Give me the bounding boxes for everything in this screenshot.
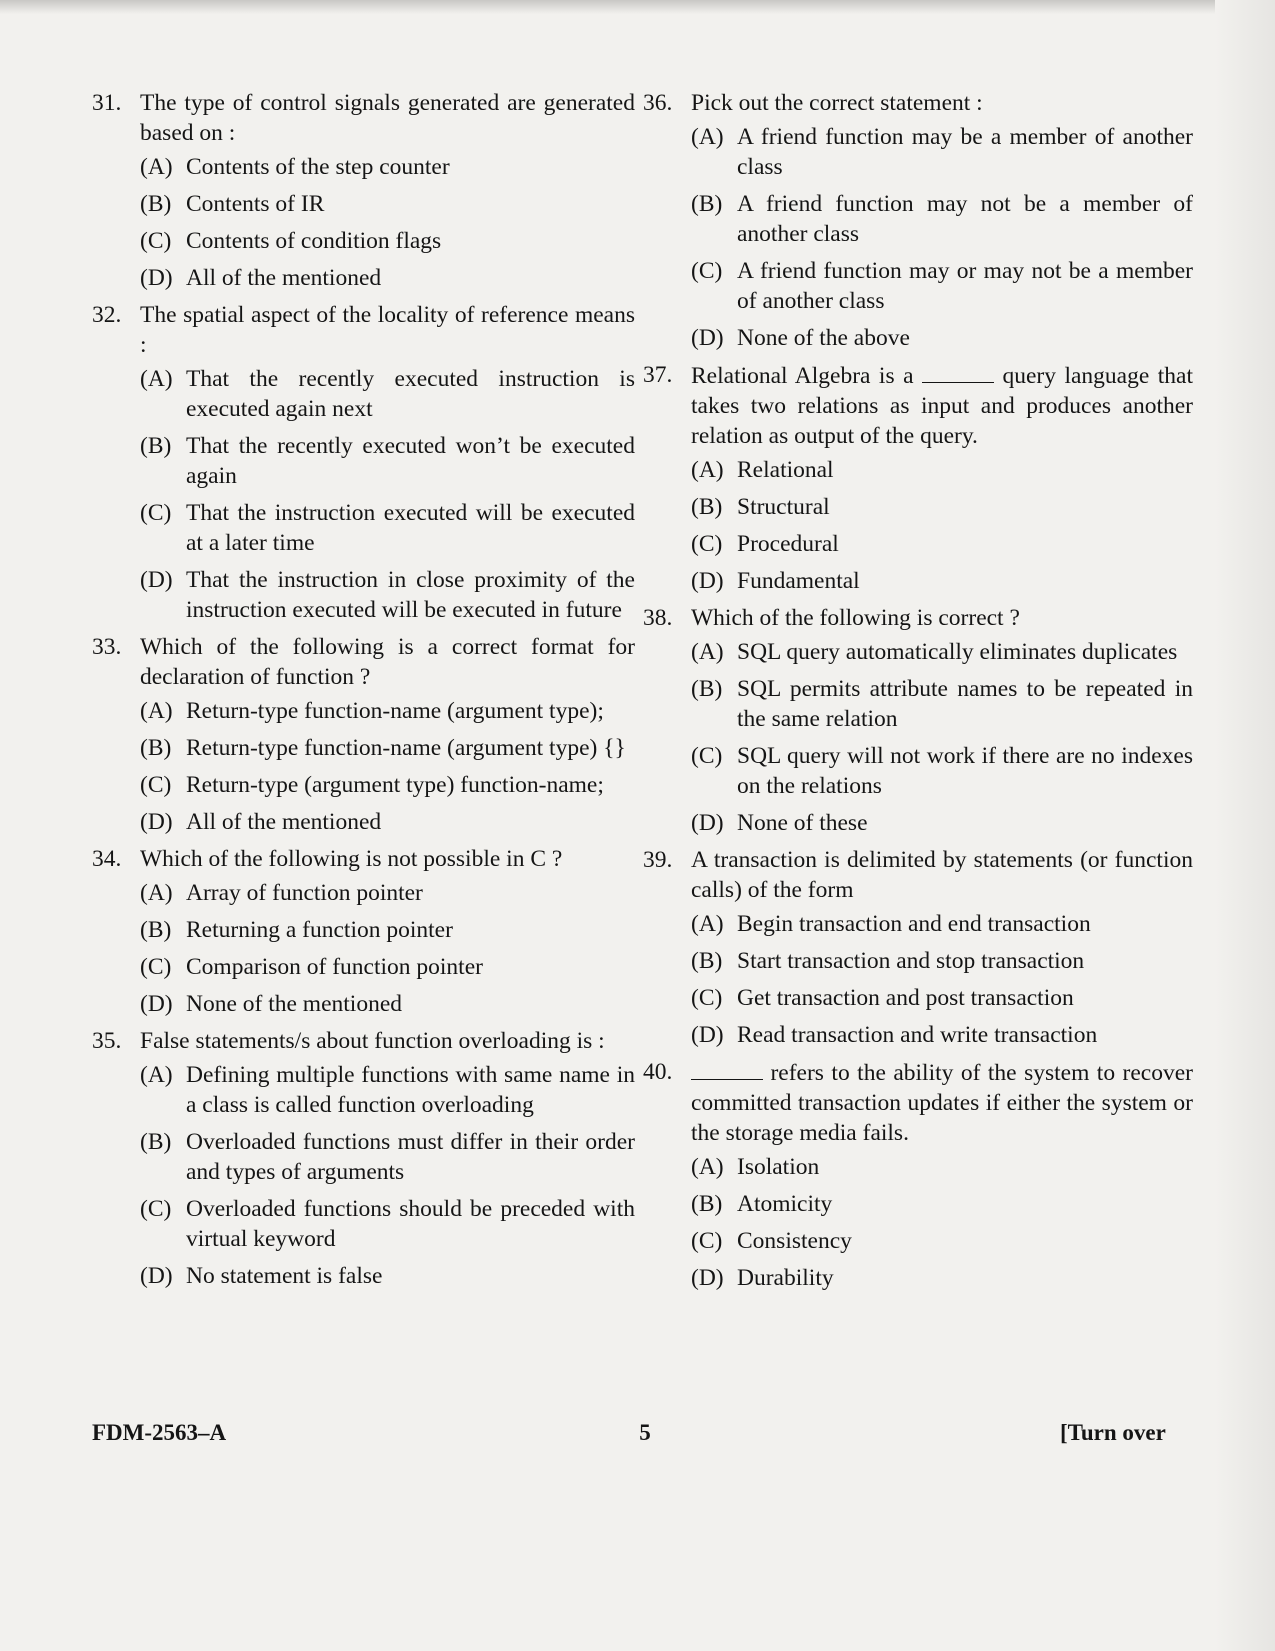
question-number: 32. bbox=[92, 302, 122, 328]
answer-option bbox=[691, 256, 1193, 316]
question-text: A transaction is delimited by statements (or function calls) of the form bbox=[691, 847, 1193, 903]
question-stem-row bbox=[643, 1057, 1193, 1148]
options-list bbox=[140, 1060, 635, 1291]
option-text: All of the mentioned bbox=[186, 265, 382, 291]
option-text: Structural bbox=[737, 494, 830, 520]
option-text: Comparison of function pointer bbox=[186, 954, 483, 980]
option-text: Fundamental bbox=[737, 568, 860, 594]
question-number: 37. bbox=[643, 362, 673, 388]
question-number: 33. bbox=[92, 634, 122, 660]
question-number: 40. bbox=[643, 1059, 673, 1085]
option-text: Defining multiple functions with same name in a class is called function overloading bbox=[186, 1062, 635, 1118]
question-text bbox=[691, 360, 1193, 451]
options-list bbox=[691, 455, 1193, 596]
option-label: (C) bbox=[140, 228, 172, 254]
option-text: Contents of IR bbox=[186, 191, 325, 217]
scan-right-edge bbox=[1215, 0, 1275, 1651]
option-text: Get transaction and post transaction bbox=[737, 985, 1074, 1011]
option-text: Return-type function-name (argument type); bbox=[186, 698, 604, 724]
answer-option bbox=[691, 983, 1193, 1013]
question-block bbox=[92, 844, 635, 1019]
question-block bbox=[643, 360, 1193, 596]
answer-option bbox=[691, 637, 1193, 667]
turn-over-note: [Turn over bbox=[1060, 1420, 1166, 1445]
option-text: Array of function pointer bbox=[186, 880, 423, 906]
paper-code: FDM-2563–A bbox=[92, 1420, 227, 1445]
answer-option bbox=[140, 565, 635, 625]
answer-option bbox=[691, 566, 1193, 596]
answer-option bbox=[140, 364, 635, 424]
question-number: 36. bbox=[643, 90, 673, 116]
option-text: Durability bbox=[737, 1265, 834, 1291]
question-stem-row bbox=[92, 88, 635, 148]
answer-option bbox=[691, 741, 1193, 801]
question-block bbox=[92, 300, 635, 625]
option-label: (D) bbox=[691, 568, 724, 594]
options-list bbox=[691, 1152, 1193, 1293]
option-text: That the instruction executed will be executed at a later time bbox=[186, 500, 635, 556]
option-label: (A) bbox=[140, 880, 173, 906]
answer-option bbox=[140, 1194, 635, 1254]
fill-in-blank bbox=[922, 360, 994, 383]
option-text: Returning a function pointer bbox=[186, 917, 453, 943]
option-label: (D) bbox=[691, 810, 724, 836]
answer-option bbox=[140, 989, 635, 1019]
answer-option bbox=[140, 431, 635, 491]
option-text: Procedural bbox=[737, 531, 839, 557]
question-block bbox=[92, 1026, 635, 1291]
option-label: (C) bbox=[140, 954, 172, 980]
answer-option bbox=[691, 529, 1193, 559]
answer-option bbox=[140, 696, 635, 726]
option-text: Overloaded functions must differ in their order and types of arguments bbox=[186, 1129, 635, 1185]
answer-option bbox=[691, 189, 1193, 249]
option-text: Return-type (argument type) function-name; bbox=[186, 772, 604, 798]
question-block bbox=[92, 632, 635, 837]
answer-option bbox=[140, 226, 635, 256]
options-list bbox=[691, 637, 1193, 838]
options-list bbox=[140, 696, 635, 837]
answer-option bbox=[691, 122, 1193, 182]
option-label: (B) bbox=[691, 676, 723, 702]
option-text: Atomicity bbox=[737, 1191, 833, 1217]
option-text: A friend function may not be a member of another class bbox=[737, 191, 1193, 247]
fill-in-blank bbox=[691, 1057, 763, 1080]
answer-option bbox=[691, 455, 1193, 485]
question-number: 35. bbox=[92, 1028, 122, 1054]
option-label: (C) bbox=[691, 1228, 723, 1254]
question-block bbox=[92, 88, 635, 293]
option-label: (B) bbox=[691, 494, 723, 520]
answer-option bbox=[140, 733, 635, 763]
option-label: (B) bbox=[691, 1191, 723, 1217]
answer-option bbox=[691, 1020, 1193, 1050]
question-stem-row bbox=[92, 1026, 635, 1056]
options-list bbox=[140, 878, 635, 1019]
option-label: (D) bbox=[691, 325, 724, 351]
option-label: (B) bbox=[140, 1129, 172, 1155]
question-text bbox=[691, 1057, 1193, 1148]
option-label: (D) bbox=[140, 809, 173, 835]
answer-option bbox=[140, 263, 635, 293]
option-text: Begin transaction and end transaction bbox=[737, 911, 1091, 937]
answer-option bbox=[140, 1060, 635, 1120]
option-label: (B) bbox=[691, 191, 723, 217]
question-block bbox=[643, 845, 1193, 1050]
option-text: Consistency bbox=[737, 1228, 852, 1254]
option-label: (A) bbox=[691, 1154, 724, 1180]
question-number: 39. bbox=[643, 847, 673, 873]
option-text: None of these bbox=[737, 810, 868, 836]
question-block bbox=[643, 88, 1193, 353]
answer-option bbox=[140, 1261, 635, 1291]
question-number: 34. bbox=[92, 846, 122, 872]
left-column bbox=[92, 88, 635, 1298]
answer-option bbox=[140, 1127, 635, 1187]
answer-option bbox=[691, 674, 1193, 734]
option-label: (B) bbox=[140, 917, 172, 943]
answer-option bbox=[691, 323, 1193, 353]
option-label: (C) bbox=[691, 985, 723, 1011]
answer-option bbox=[140, 189, 635, 219]
answer-option bbox=[691, 1152, 1193, 1182]
option-label: (D) bbox=[140, 991, 173, 1017]
option-text: Contents of condition flags bbox=[186, 228, 442, 254]
option-label: (A) bbox=[691, 124, 724, 150]
answer-option bbox=[140, 878, 635, 908]
question-stem-row bbox=[643, 360, 1193, 451]
question-stem-row bbox=[92, 632, 635, 692]
answer-option bbox=[140, 152, 635, 182]
question-block bbox=[643, 1057, 1193, 1293]
option-label: (A) bbox=[691, 457, 724, 483]
option-label: (D) bbox=[691, 1265, 724, 1291]
option-label: (D) bbox=[140, 1263, 173, 1289]
option-text: Overloaded functions should be preceded with virtual keyword bbox=[186, 1196, 635, 1252]
option-label: (D) bbox=[691, 1022, 724, 1048]
option-label: (B) bbox=[140, 191, 172, 217]
option-label: (A) bbox=[691, 911, 724, 937]
question-stem-row bbox=[643, 88, 1193, 118]
answer-option bbox=[140, 915, 635, 945]
question-text: Pick out the correct statement : bbox=[691, 90, 983, 116]
option-label: (B) bbox=[691, 948, 723, 974]
option-text: A friend function may be a member of another class bbox=[737, 124, 1193, 180]
option-label: (A) bbox=[140, 698, 173, 724]
question-stem-row bbox=[643, 845, 1193, 905]
option-text: Relational bbox=[737, 457, 834, 483]
answer-option bbox=[691, 492, 1193, 522]
option-text: That the recently executed won’t be executed again bbox=[186, 433, 635, 489]
question-number: 38. bbox=[643, 605, 673, 631]
options-list bbox=[140, 364, 635, 625]
option-label: (B) bbox=[140, 433, 172, 459]
question-number: 31. bbox=[92, 90, 122, 116]
option-label: (A) bbox=[140, 154, 173, 180]
answer-option bbox=[691, 1189, 1193, 1219]
option-text: That the recently executed instruction is executed again next bbox=[186, 366, 635, 422]
options-list bbox=[691, 122, 1193, 353]
answer-option bbox=[140, 807, 635, 837]
question-text-before-blank: Relational Algebra is a bbox=[691, 363, 914, 389]
question-text: The spatial aspect of the locality of reference means : bbox=[140, 302, 635, 358]
option-label: (B) bbox=[140, 735, 172, 761]
answer-option bbox=[691, 1263, 1193, 1293]
answer-option bbox=[140, 770, 635, 800]
scan-top-edge bbox=[0, 0, 1275, 14]
right-column bbox=[643, 88, 1193, 1300]
question-text: Which of the following is not possible in C ? bbox=[140, 846, 563, 872]
option-text: Contents of the step counter bbox=[186, 154, 450, 180]
option-text: SQL query will not work if there are no indexes on the relations bbox=[737, 743, 1193, 799]
option-text: Start transaction and stop transaction bbox=[737, 948, 1085, 974]
answer-option bbox=[691, 808, 1193, 838]
answer-option bbox=[691, 909, 1193, 939]
question-block bbox=[643, 603, 1193, 838]
option-text: A friend function may or may not be a member of another class bbox=[737, 258, 1193, 314]
question-stem-row bbox=[92, 300, 635, 360]
question-text: Which of the following is a correct format for declaration of function ? bbox=[140, 634, 635, 690]
option-text: All of the mentioned bbox=[186, 809, 382, 835]
option-label: (D) bbox=[140, 567, 173, 593]
question-text: The type of control signals generated are generated based on : bbox=[140, 90, 635, 146]
question-text-after-blank: refers to the ability of the system to recover committed transaction updates if either the system or the storage media fails. bbox=[691, 1060, 1193, 1146]
question-stem-row bbox=[92, 844, 635, 874]
option-label: (D) bbox=[140, 265, 173, 291]
question-text-after-blank: query language that takes two relations as input and produces another relation as output of the query. bbox=[691, 363, 1194, 449]
option-label: (C) bbox=[691, 743, 723, 769]
option-text: Read transaction and write transaction bbox=[737, 1022, 1098, 1048]
option-label: (C) bbox=[140, 772, 172, 798]
option-text: No statement is false bbox=[186, 1263, 383, 1289]
answer-option bbox=[140, 952, 635, 982]
question-stem-row bbox=[643, 603, 1193, 633]
options-list bbox=[691, 909, 1193, 1050]
option-label: (A) bbox=[691, 639, 724, 665]
page-number: 5 bbox=[639, 1420, 651, 1445]
options-list bbox=[140, 152, 635, 293]
answer-option bbox=[140, 498, 635, 558]
option-label: (A) bbox=[140, 1062, 173, 1088]
option-text: Isolation bbox=[737, 1154, 820, 1180]
answer-option bbox=[691, 946, 1193, 976]
option-label: (C) bbox=[691, 258, 723, 284]
option-text: That the instruction in close proximity of the instruction executed will be executed in future bbox=[186, 567, 635, 623]
question-text: False statements/s about function overloading is : bbox=[140, 1028, 605, 1054]
answer-option bbox=[691, 1226, 1193, 1256]
option-text: None of the mentioned bbox=[186, 991, 403, 1017]
option-label: (C) bbox=[691, 531, 723, 557]
option-text: Return-type function-name (argument type) {} bbox=[186, 735, 626, 761]
option-label: (A) bbox=[140, 366, 173, 392]
option-text: SQL query automatically eliminates duplicates bbox=[737, 639, 1178, 665]
option-label: (C) bbox=[140, 1196, 172, 1222]
option-label: (C) bbox=[140, 500, 172, 526]
option-text: None of the above bbox=[737, 325, 910, 351]
question-text: Which of the following is correct ? bbox=[691, 605, 1020, 631]
option-text: SQL permits attribute names to be repeated in the same relation bbox=[737, 676, 1193, 732]
